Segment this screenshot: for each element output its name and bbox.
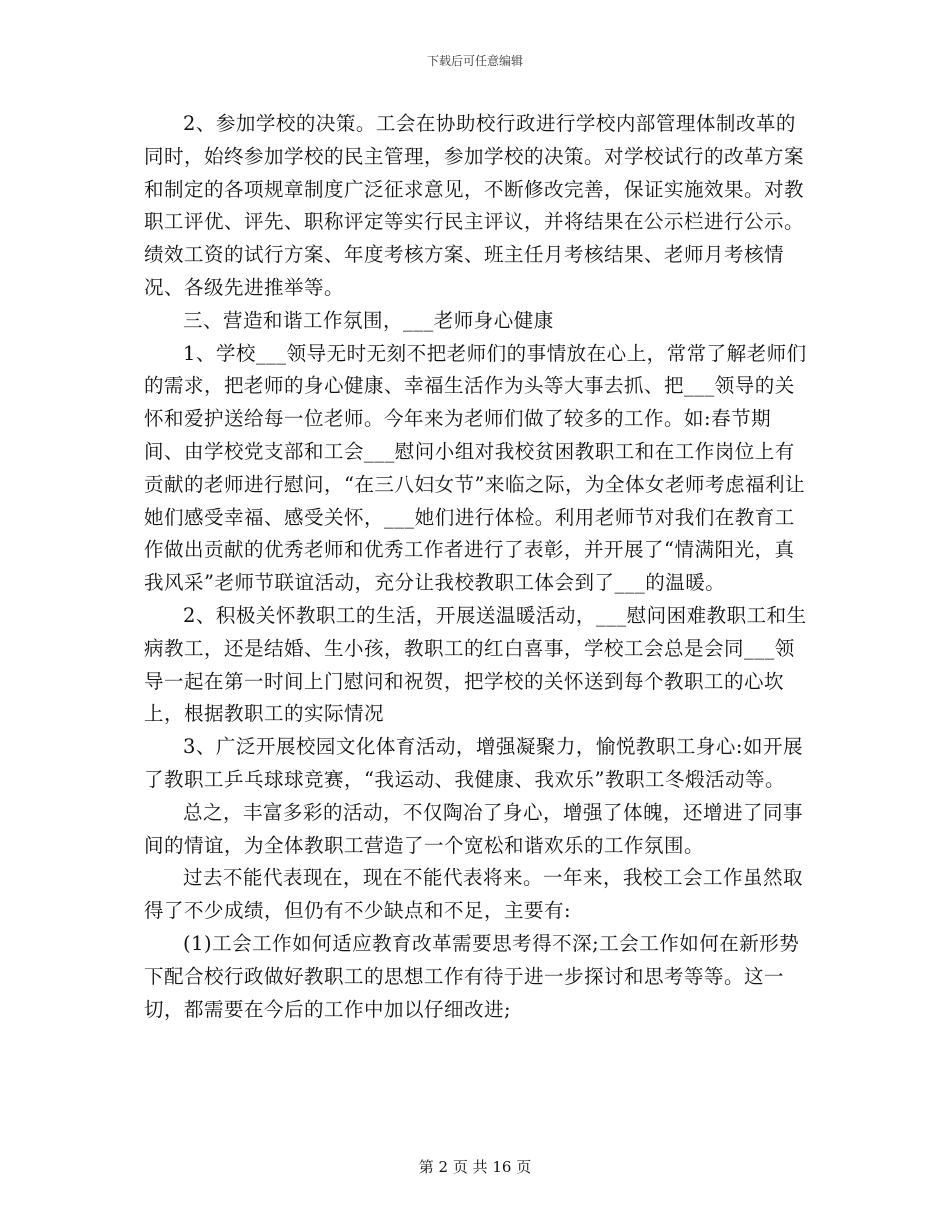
section-heading-harmony: 三、营造和谐工作氛围，___老师身心健康 [183, 308, 554, 332]
page-number: 第 2 页 共 16 页 [418, 1158, 532, 1176]
paragraph-shortcomings-intro: 过去不能代表现在，现在不能代表将来。一年来，我校工会工作虽然取得了不少成绩，但仍有不少缺点和不足，主要有: [144, 866, 804, 923]
paragraph-sports-activities: 3、广泛开展校园文化体育活动，增强凝聚力，愉悦教职工身心:如开展了教职工乒乓球球竞赛，“我运动、我健康、我欢乐”教职工冬煅活动等。 [144, 735, 803, 791]
paragraph-shortcoming-1: (1)工会工作如何适应教育改革需要思考得不深;工会工作如何在新形势下配合校行政做好教职工的思想工作有待于进一步探讨和思考等等。这一切，都需要在今后的工作中加以仔细改进; [144, 931, 800, 1021]
paragraph-warmth-activities: 2、积极关怀教职工的生活，开展送温暖活动，___慰问困难教职工和生病教工，还是结婚、生小孩，教职工的红白喜事，学校工会总是会同___领导一起在第一时间上门慰问和祝贺，把学校的关怀送到每个教职工的心坎上，根据教职工的实际情况 [144, 603, 807, 726]
page-header: 下载后可任意编辑 [426, 54, 523, 68]
paragraph-decision-participation: 2、参加学校的决策。工会在协助校行政进行学校内部管理体制改革的同时，始终参加学校的民主管理，参加学校的决策。对学校试行的改革方案和制定的各项规章制度广泛征求意见，不断修改完善，保证实施效果。对教职工评优、评先、职称评定等实行民主评议，并将结果在公示栏进行公示。绩效工资的试行方案、年度考核方案、班主任月考核结果、老师月考核情况、各级先进推举等。 [144, 112, 805, 299]
paragraph-leadership-care: 1、学校___领导无时无刻不把老师们的事情放在心上，常常了解老师们的需求，把老师的身心健康、幸福生活作为头等大事去抓、把___领导的关怀和爱护送给每一位老师。今年来为老师们做了较多的工作。如:春节期间、由学校党支部和工会___慰问小组对我校贫困教职工和在工作岗位上有贡献的老师进行慰问，“在三八妇女节”来临之际，为全体女老师考虑福利让她们感受幸福、感受关怀，___她们进行体检。利用老师节对我们在教育工作做出贡献的优秀老师和优秀工作者进行了表彰，并开展了“情满阳光，真我风采”老师节联谊活动，充分让我校教职工体会到了___的温暖。 [144, 341, 807, 595]
document-body [144, 108, 809, 1026]
paragraph-summary: 总之，丰富多彩的活动，不仅陶冶了身心，增强了体魄，还增进了同事间的情谊，为全体教职工营造了一个宽松和谐欢乐的工作氛围。 [144, 800, 804, 857]
